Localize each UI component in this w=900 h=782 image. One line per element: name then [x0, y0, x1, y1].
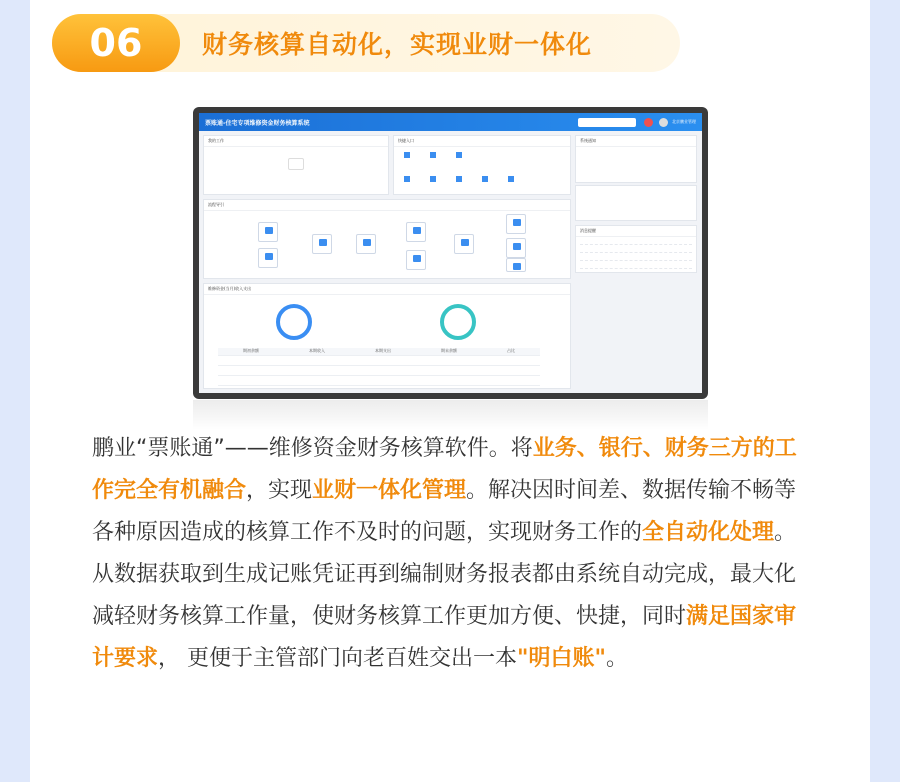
text-segment: 。从数据获取到生成记账凭证再到编制财务报表都由系统自动完成，最大化减轻财务核算工作量，使财务核算工作更加方便、快捷，同时	[92, 520, 797, 629]
summary-panel	[203, 283, 571, 389]
flow-panel-title: 流程导引	[204, 200, 570, 211]
screenshot-reflection	[193, 400, 708, 430]
quick-icon[interactable]	[430, 176, 436, 182]
flow-node[interactable]	[312, 234, 332, 254]
text-segment: 鹏业“票账通”——维修资金财务核算软件。将	[92, 436, 533, 461]
section-badge	[52, 14, 680, 72]
quick-panel	[393, 135, 571, 195]
todo-panel-title: 我的工作	[204, 136, 388, 147]
notice-panel-title: 系统通知	[576, 136, 696, 147]
table-row	[218, 358, 540, 366]
expense-donut	[440, 304, 476, 340]
table-row	[218, 378, 540, 386]
table-col: 本期支出	[375, 348, 391, 353]
highlight-text: 业财一体化管理	[312, 478, 467, 503]
quick-icon[interactable]	[404, 152, 410, 158]
app-titlebar	[199, 113, 702, 131]
search-input[interactable]	[578, 118, 636, 127]
message-panel	[575, 225, 697, 273]
flow-node[interactable]	[454, 234, 474, 254]
message-link[interactable]	[580, 253, 692, 261]
notification-icon[interactable]	[644, 118, 653, 127]
section-number: 06	[52, 14, 180, 72]
section-title: 财务核算自动化，实现业财一体化	[202, 30, 593, 59]
software-screenshot	[193, 107, 708, 399]
app-title: 票账通-住宅专项维修资金财务核算系统	[205, 119, 310, 127]
flow-node[interactable]	[506, 258, 526, 272]
highlight-text: "明白账"	[517, 646, 606, 671]
table-header	[218, 348, 540, 356]
empty-icon	[288, 158, 304, 170]
message-panel-title: 消息提醒	[576, 226, 696, 237]
flow-node[interactable]	[506, 238, 526, 258]
table-row	[218, 368, 540, 376]
flow-node[interactable]	[356, 234, 376, 254]
avatar[interactable]	[659, 118, 668, 127]
notice-panel	[575, 135, 697, 183]
todo-panel	[203, 135, 389, 195]
text-segment: 。	[605, 646, 628, 671]
table-col: 本期收入	[309, 348, 325, 353]
user-name[interactable]: 北京鹏业管理	[672, 119, 696, 124]
quick-icon[interactable]	[508, 176, 514, 182]
table-col: 期末余额	[441, 348, 457, 353]
quick-icon[interactable]	[456, 176, 462, 182]
flow-node[interactable]	[406, 222, 426, 242]
quick-icon[interactable]	[456, 152, 462, 158]
quick-icon[interactable]	[482, 176, 488, 182]
description-paragraph	[92, 428, 804, 680]
income-donut	[276, 304, 312, 340]
flow-node[interactable]	[258, 248, 278, 268]
flow-node[interactable]	[258, 222, 278, 242]
flow-panel	[203, 199, 571, 279]
quick-panel-title: 快捷入口	[394, 136, 570, 147]
message-link[interactable]	[580, 261, 692, 269]
empty-panel	[575, 185, 697, 221]
table-col: 占比	[507, 348, 515, 353]
flow-node[interactable]	[506, 214, 526, 234]
text-segment: ，实现	[246, 478, 313, 503]
highlight-text: 全自动化处理	[642, 520, 775, 545]
message-link[interactable]	[580, 237, 692, 245]
text-segment: 。解决因时间差、数据传输不畅等各种原因造成的核算工作不及时的问题，实现财务工作的	[92, 478, 797, 545]
highlight-text: 业务、银行、财务三方的工作完全有机融合	[92, 436, 797, 503]
highlight-text: 满足国家审计要求	[92, 604, 797, 671]
quick-icon[interactable]	[404, 176, 410, 182]
quick-icon[interactable]	[430, 152, 436, 158]
summary-panel-title: 维修资金(当月)收入支出	[204, 284, 570, 295]
flow-node[interactable]	[406, 250, 426, 270]
message-link[interactable]	[580, 245, 692, 253]
table-col: 期初余额	[243, 348, 259, 353]
text-segment: ， 更便于主管部门向老百姓交出一本	[158, 646, 518, 671]
